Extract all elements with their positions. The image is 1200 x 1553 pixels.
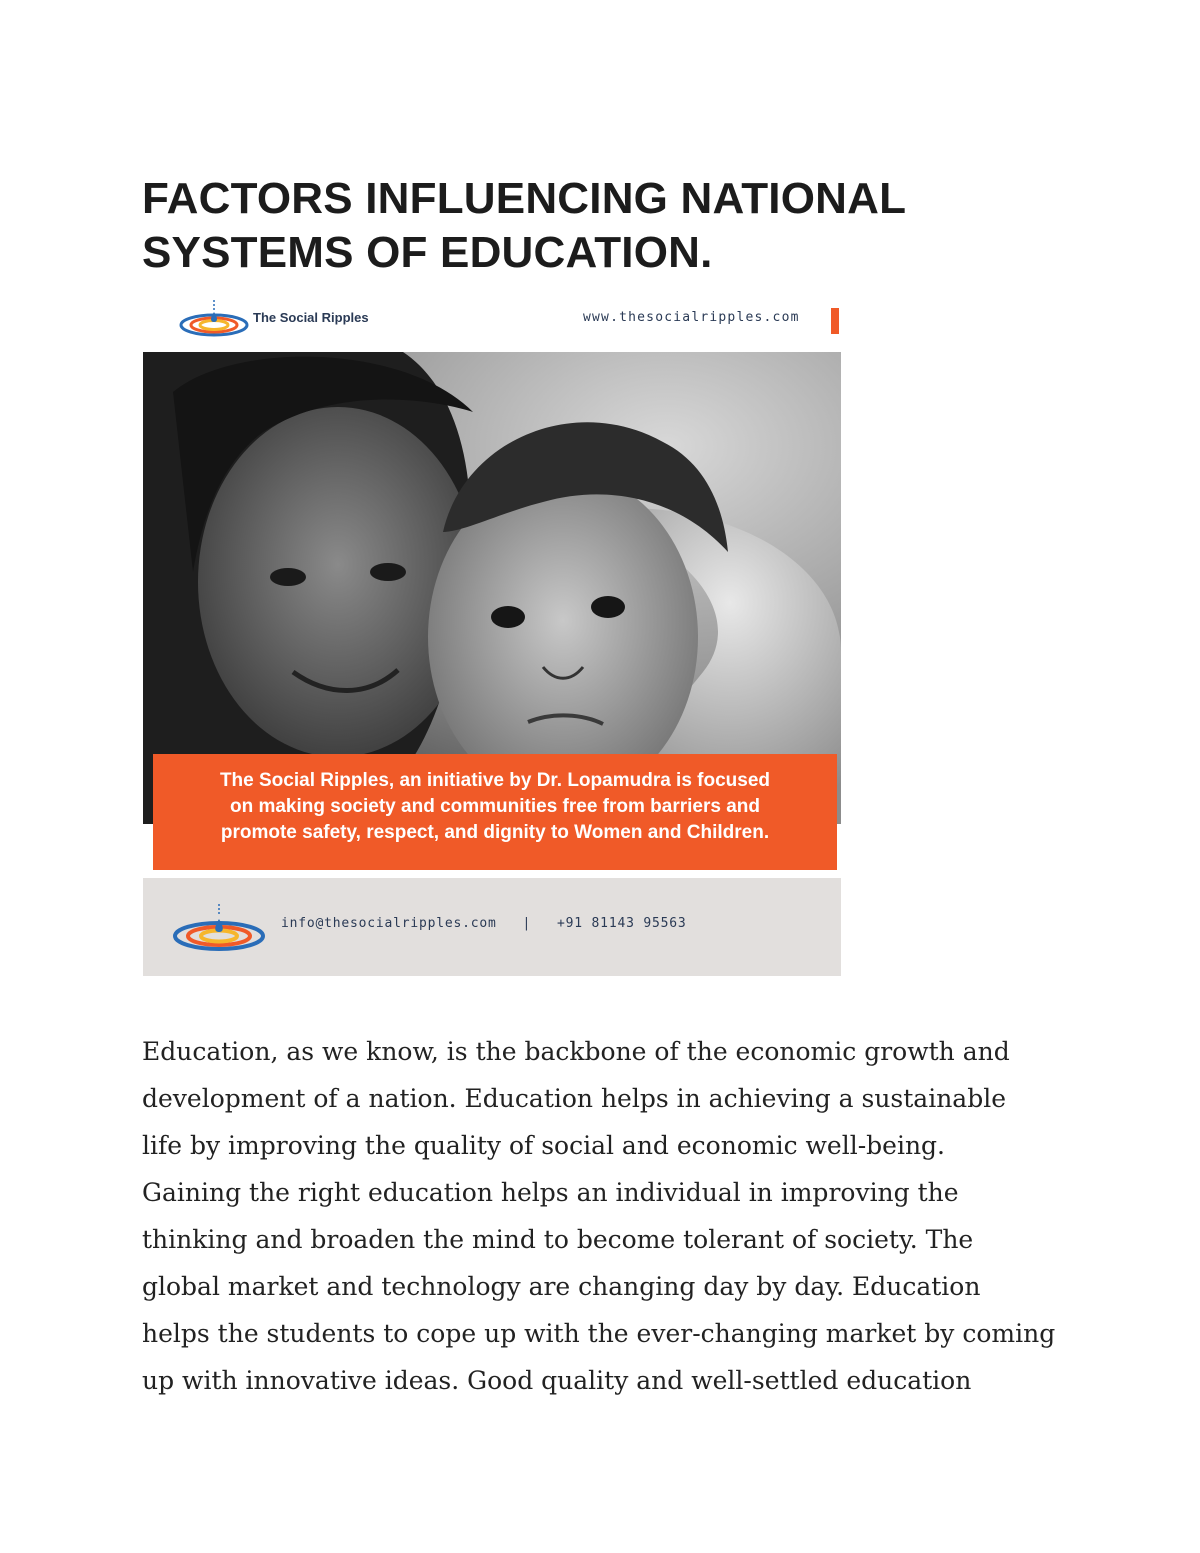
body-paragraph	[142, 1028, 1082, 1404]
body-line: life by improving the quality of social and economic well-being.	[142, 1131, 946, 1160]
title-line-2: SYSTEMS OF EDUCATION.	[142, 228, 713, 277]
website-url: www.thesocialripples.com	[583, 310, 800, 325]
title-line-1: FACTORS INFLUENCING NATIONAL	[142, 174, 907, 223]
caption-line-1: The Social Ripples, an initiative by Dr. Lopamudra is focused	[219, 770, 771, 791]
mission-caption	[153, 768, 837, 846]
ripple-logo-icon	[179, 298, 249, 340]
body-line: Education, as we know, is the backbone of the economic growth and	[142, 1037, 1010, 1066]
body-line: global market and technology are changing day by day. Education	[142, 1272, 981, 1301]
body-line: development of a nation. Education helps in achieving a sustainable	[142, 1084, 1007, 1113]
body-line: helps the students to cope up with the ever-changing market by coming	[142, 1319, 1056, 1348]
caption-line-3: promote safety, respect, and dignity to Women and Children.	[220, 822, 770, 843]
ripple-logo-icon	[171, 902, 267, 954]
social-ripples-banner	[143, 290, 841, 976]
caption-line-2: on making society and communities free from barriers and	[229, 796, 761, 817]
document-title	[142, 172, 1042, 280]
body-line: up with innovative ideas. Good quality and well-settled education	[142, 1366, 972, 1395]
brand-name: The Social Ripples	[253, 310, 369, 325]
banner-footer	[143, 878, 841, 976]
mission-caption-box	[153, 754, 837, 870]
banner-header	[143, 290, 841, 352]
accent-bar	[831, 308, 839, 334]
contact-info: info@thesocialripples.com | +91 81143 95563	[281, 916, 687, 931]
body-line: thinking and broaden the mind to become tolerant of society. The	[142, 1225, 974, 1254]
body-line: Gaining the right education helps an individual in improving the	[142, 1178, 959, 1207]
